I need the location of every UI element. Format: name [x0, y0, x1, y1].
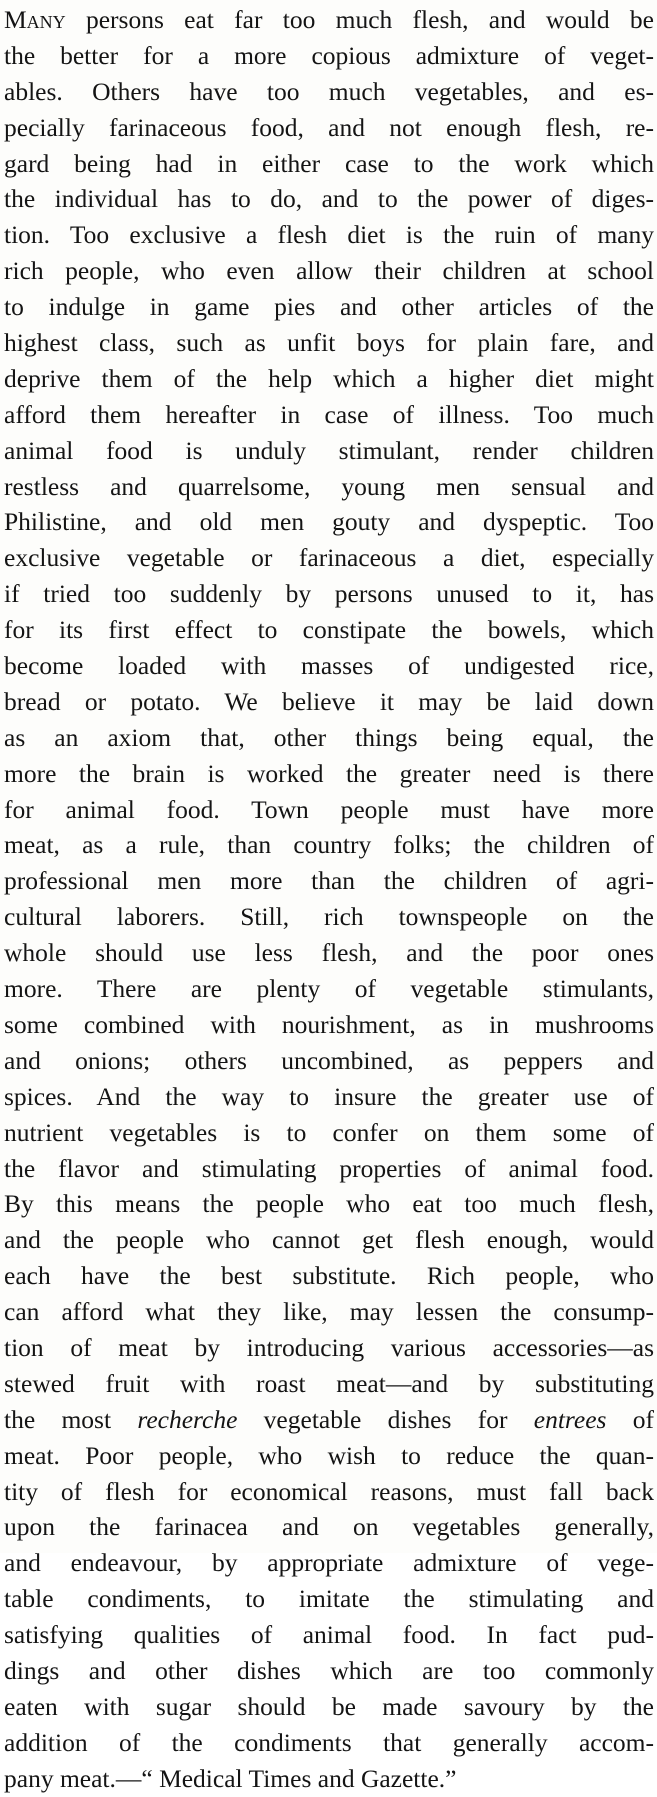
line-text: of — [606, 1404, 654, 1434]
line-text: vegetable dishes for — [237, 1404, 534, 1434]
article-line: dings and other dishes which are too commonly — [4, 1655, 654, 1685]
article-line: to indulge in game pies and other articles of the — [4, 292, 654, 322]
article-line: tity of flesh for economical reasons, must fall back — [4, 1476, 654, 1506]
line-text: persons eat far too much flesh, and would be — [65, 5, 654, 34]
article-line: meat, as a rule, than country folks; the children of — [4, 830, 654, 860]
article-line: cultural laborers. Still, rich townspeople on the — [4, 902, 654, 932]
article-line: eaten with sugar should be made savoury by the — [4, 1691, 654, 1721]
article-line: tion of meat by introducing various accessories—as — [4, 1332, 654, 1362]
article-line: become loaded with masses of undigested rice, — [4, 651, 654, 681]
article-line: and onions; others uncombined, as peppers and — [4, 1045, 654, 1075]
article-body — [4, 2, 654, 1797]
article-line: upon the farinacea and on vegetables generally, — [4, 1512, 654, 1542]
italic-term: recherche — [137, 1404, 238, 1434]
article-line: each have the best substitute. Rich people, who — [4, 1261, 654, 1291]
lead-word: Many — [4, 5, 66, 34]
article-line: ables. Others have too much vegetables, and es- — [4, 76, 654, 106]
article-line: By this means the people who eat too much flesh, — [4, 1189, 654, 1219]
article-line: highest class, such as unfit boys for plain fare, and — [4, 328, 654, 358]
article-line: professional men more than the children of agri- — [4, 866, 654, 896]
article-line: more. There are plenty of vegetable stimulants, — [4, 974, 654, 1004]
article-line: for animal food. Town people must have more — [4, 794, 654, 824]
article-line: exclusive vegetable or farinaceous a diet, especially — [4, 543, 654, 573]
article-line: for its first effect to constipate the bowels, which — [4, 615, 654, 645]
article-line — [4, 1402, 654, 1438]
article-line: can afford what they like, may lessen the consump- — [4, 1297, 654, 1327]
article-line: and endeavour, by appropriate admixture of vege- — [4, 1548, 654, 1578]
article-line: deprive them of the help which a higher diet might — [4, 363, 654, 393]
article-line: more the brain is worked the greater need is there — [4, 758, 654, 788]
article-line: meat. Poor people, who wish to reduce the quan- — [4, 1440, 654, 1470]
article-line: satisfying qualities of animal food. In fact pud- — [4, 1620, 654, 1650]
article-line-citation: pany meat.—“ Medical Times and Gazette.” — [4, 1763, 457, 1793]
article-line: the flavor and stimulating properties of animal food. — [4, 1153, 654, 1183]
article-line: pecially farinaceous food, and not enough flesh, re- — [4, 112, 654, 142]
article-line: animal food is unduly stimulant, render children — [4, 435, 654, 465]
article-line: as an axiom that, other things being equal, the — [4, 722, 654, 752]
article-line: nutrient vegetables is to confer on them some of — [4, 1117, 654, 1147]
article-line: tion. Too exclusive a flesh diet is the ruin of many — [4, 220, 654, 250]
article-line: afford them hereafter in case of illness. Too much — [4, 399, 654, 429]
article-line: table condiments, to imitate the stimulating and — [4, 1584, 654, 1614]
article-line: spices. And the way to insure the greater use of — [4, 1081, 654, 1111]
article-line — [4, 2, 654, 38]
article-line: rich people, who even allow their children at school — [4, 256, 654, 286]
article-line: if tried too suddenly by persons unused to it, has — [4, 579, 654, 609]
article-line: bread or potato. We believe it may be laid down — [4, 686, 654, 716]
article-line: addition of the condiments that generally accom- — [4, 1727, 654, 1757]
italic-term: entrees — [533, 1404, 607, 1434]
article-line: the individual has to do, and to the power of diges- — [4, 184, 654, 214]
article-line: whole should use less flesh, and the poor ones — [4, 938, 654, 968]
article-line: restless and quarrelsome, young men sensual and — [4, 471, 654, 501]
line-text: the most — [4, 1404, 138, 1434]
article-line: the better for a more copious admixture of veget- — [4, 40, 654, 70]
article-line: and the people who cannot get flesh enough, would — [4, 1225, 654, 1255]
article-line: some combined with nourishment, as in mushrooms — [4, 1009, 654, 1039]
article-line: Philistine, and old men gouty and dyspeptic. Too — [4, 507, 654, 537]
article-line: gard being had in either case to the work which — [4, 148, 654, 178]
article-line: stewed fruit with roast meat—and by substituting — [4, 1368, 654, 1398]
